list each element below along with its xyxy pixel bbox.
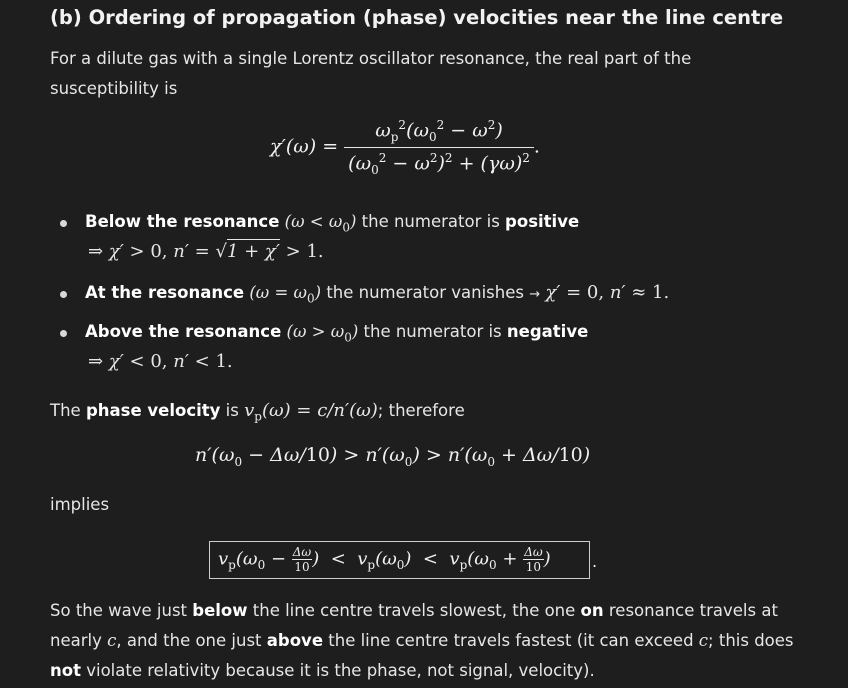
refractive-index-inequality: $n'(\omega_0 - \Delta\omega/10) > n'(\omega_0) > n'(\omega_0 + \Delta\omega/10)$ xyxy=(195,444,591,469)
section-heading: (b) Ordering of propagation (phase) velocities near the line centre xyxy=(50,6,784,29)
bullet-label: At the resonance xyxy=(85,283,245,302)
bullet-dot xyxy=(60,330,67,337)
conclusion-text: violate relativity because it is the phase, not signal, velocity). xyxy=(86,661,595,680)
conclusion-text: , and the one just xyxy=(116,631,262,650)
conclusion-text: So the wave just xyxy=(50,601,188,620)
conclusion-text: the line centre travels fastest (it can exceed xyxy=(328,631,694,650)
bullet-label: Below the resonance xyxy=(85,212,280,231)
result-period: . xyxy=(592,552,598,571)
list-item-at: At the resonance $(\omega = \omega_0)$ the numerator vanishes → χ′ = 0, n′ ≈ 1. xyxy=(85,282,670,306)
bullet-keyword: negative xyxy=(506,322,589,341)
conclusion-paragraph: So the wave just below the line centre travels slowest, the one on resonance travels at nearly c, and the one just above the line centre travels fastest (it can exceed c; this does not violate relativity because it is the phase, not signal, velocity). xyxy=(50,601,794,680)
bullet-text: the numerator is xyxy=(361,212,500,231)
conclusion-text: ; this does xyxy=(708,631,794,650)
phase-suffix: ; therefore xyxy=(377,401,465,420)
susceptibility-fraction: $\frac{\omega_p^2(\omega_0^2 - \omega^2)}{(\omega_0^2 - \omega^2)^2 + (\gamma\omega)^2}$ xyxy=(344,118,534,177)
phase-term: phase velocity xyxy=(85,401,221,420)
bullet-text: the numerator is xyxy=(363,322,502,341)
bullet-1-math: ⇒ χ′ > 0, n′ = √1 + χ′ > 1. xyxy=(88,241,324,262)
conclusion-emphasis: not xyxy=(50,661,81,680)
bullet-label: Above the resonance xyxy=(85,322,282,341)
conclusion-text: nearly xyxy=(50,631,102,650)
bullet-dot xyxy=(60,291,67,298)
phase-velocity-line: The phase velocity is $v_p(\omega) = c/n'(\omega)$; therefore xyxy=(50,400,465,424)
conclusion-text: resonance travels at xyxy=(608,601,778,620)
conclusion-text: the line centre travels slowest, the one xyxy=(252,601,576,620)
phase-mid: is xyxy=(225,401,239,420)
phase-prefix: The xyxy=(50,401,81,420)
conclusion-emphasis: on xyxy=(580,601,604,620)
bullet-keyword: positive xyxy=(505,212,580,231)
susceptibility-equation: χ′(ω) = $\frac{\omega_p^2(\omega_0^2 - \omega^2)}{(\omega_0^2 - \omega^2)^2 + (\gamma\omega)^2}$ . xyxy=(270,118,540,178)
intro-line-2: susceptibility is xyxy=(50,79,178,98)
list-item-below: Below the resonance $(\omega < \omega_0)$ the numerator is positive xyxy=(85,212,580,235)
conclusion-emphasis: above xyxy=(266,631,324,650)
bullet-3-math: ⇒ χ′ < 0, n′ < 1. xyxy=(88,351,233,372)
bullet-dot xyxy=(60,220,67,227)
intro-line-1: For a dilute gas with a single Lorentz oscillator resonance, the real part of the xyxy=(50,49,692,68)
list-item-above: Above the resonance $(\omega > \omega_0)$ the numerator is negative xyxy=(85,322,589,345)
bullet-text: the numerator vanishes xyxy=(326,283,524,302)
conclusion-emphasis: below xyxy=(192,601,248,620)
intro-paragraph xyxy=(50,44,691,104)
implies-text: implies xyxy=(50,495,110,514)
velocity-inequality: $v_p(\omega_0$ − $\frac{\Delta\omega}{10}$ ) < $v_p(\omega_0) < v_p(\omega_0$ + $\frac{\Delta\omega}{10}$ ) xyxy=(218,545,551,574)
